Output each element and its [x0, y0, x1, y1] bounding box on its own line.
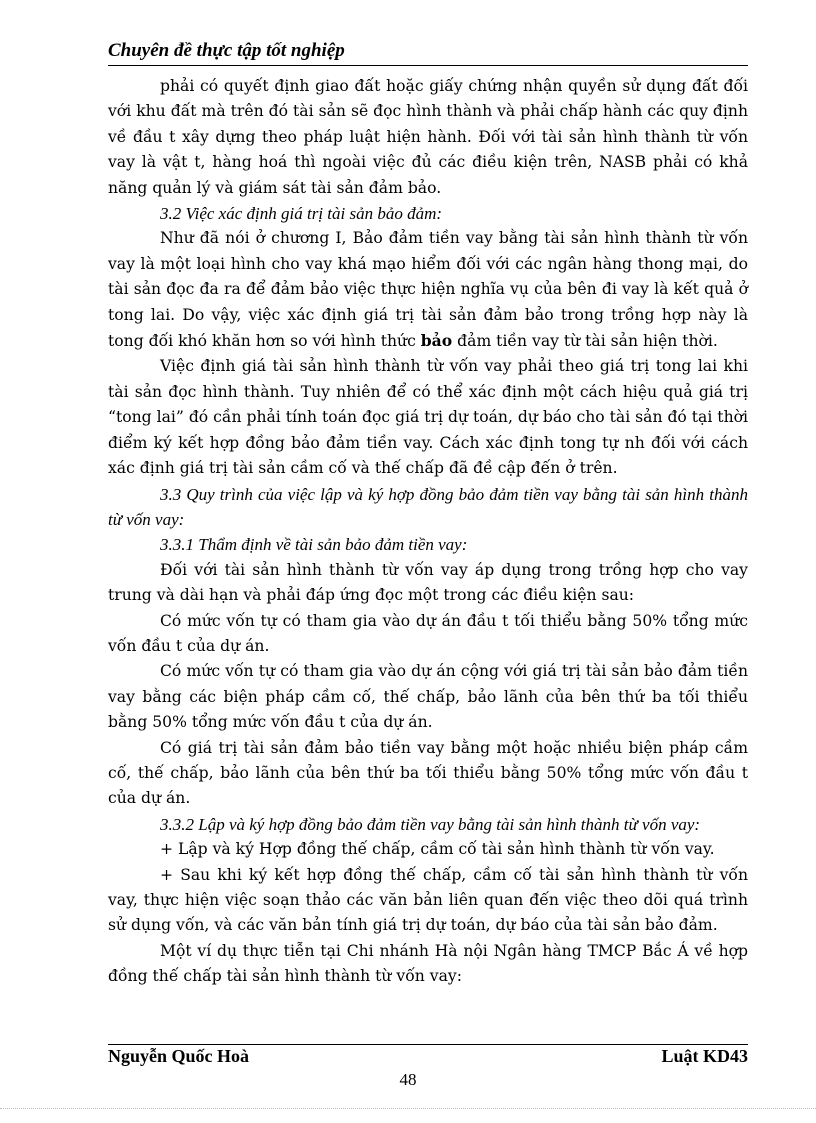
paragraph-text: Như đã nói ở chương I, Bảo đảm tiền vay bằng tài sản hình thành từ vốn vay là một loại hình cho vay khá mạo hiểm đối với các ngân hàng thong mại, do tài sản đọc đa ra để đảm bảo việc thực hiện nghĩa vụ của bên đi vay là kết quả ở tong lai. Do vậy, việc xác định giá trị tài sản đảm bảo trong trồng hợp này là tong đối khó khăn hơn so với hình thức	[108, 229, 748, 351]
footer-class: Luật KD43	[661, 1046, 748, 1066]
paragraph: Một ví dụ thực tiễn tại Chi nhánh Hà nội Ngân hàng TMCP Bắc Á về hợp đồng thế chấp tài sản hình thành từ vốn vay:	[108, 941, 748, 986]
header-divider	[108, 65, 748, 66]
footer-divider	[108, 1044, 748, 1045]
footer-author: Nguyễn Quốc Hoà	[108, 1046, 250, 1066]
paragraph-text: đảm tiền vay từ tài sản hiện thời.	[452, 332, 718, 351]
page-header-title: Chuyên đề thực tập tốt nghiệp	[108, 40, 345, 61]
paragraph: Có giá trị tài sản đảm bảo tiền vay bằng một hoặc nhiều biện pháp cầm cố, thế chấp, bảo lãnh của bên thứ ba tối thiểu bằng 50% tổng mức vốn đầu t của dự án.	[108, 738, 748, 808]
page-edge-dots	[0, 1108, 816, 1109]
paragraph: Có mức vốn tự có tham gia vào dự án đầu t tối thiểu bằng 50% tổng mức vốn đầu t của dự án.	[108, 611, 748, 655]
paragraph: Có mức vốn tự có tham gia vào dự án cộng với giá trị tài sản bảo đảm tiền vay bằng các biện pháp cầm cố, thế chấp, bảo lãnh của bên thứ ba tối thiểu bằng 50% tổng mức vốn đầu t của dự án.	[108, 662, 748, 732]
body-text	[108, 74, 748, 990]
paragraph: Đối với tài sản hình thành từ vốn vay áp dụng trong trồng hợp cho vay trung và dài hạn và phải đáp ứng đọc một trong các điều kiện sau:	[108, 560, 748, 605]
paragraph: Việc định giá tài sản hình thành từ vốn vay phải theo giá trị tong lai khi tài sản đọc hình thành. Tuy nhiên để có thể xác định một cách hiệu quả giá trị “tong lai” đó cần phải tính toán đọc giá trị dự toán, dự báo cho tài sản đó tại thời điểm ký kết hợp đồng bảo đảm tiền vay. Cách xác định tong tự nh đối với cách xác định giá trị tài sản cầm cố và thế chấp đã đề cập đến ở trên.	[108, 357, 748, 478]
section-heading-3-3: 3.3 Quy trình của việc lập và ký hợp đồng bảo đảm tiền vay bằng tài sản hình thành từ vốn vay:	[108, 484, 748, 529]
paragraph: + Lập và ký Hợp đồng thế chấp, cầm cố tài sản hình thành từ vốn vay.	[160, 840, 715, 859]
section-heading-3-3-2: 3.3.2 Lập và ký hợp đồng bảo đảm tiền vay bằng tài sản hình thành từ vốn vay:	[160, 814, 701, 834]
section-heading-3-2: 3.2 Việc xác định giá trị tài sản bảo đảm:	[160, 204, 443, 224]
paragraph-bold-word: bảo	[420, 331, 453, 351]
paragraph	[108, 226, 748, 354]
page-number: 48	[399, 1070, 417, 1089]
paragraph: phải có quyết định giao đất hoặc giấy chứng nhận quyền sử dụng đất đối với khu đất mà trên đó tài sản sẽ đọc hình thành và phải chấp hành các quy định về đầu t xây dựng theo pháp luật hiện hành. Đối với tài sản hình thành từ vốn vay là vật t, hàng hoá thì ngoài việc đủ các điều kiện trên, NASB phải có khả năng quản lý và giám sát tài sản đảm bảo.	[108, 77, 748, 197]
section-heading-3-3-1: 3.3.1 Thẩm định về tài sản bảo đảm tiền vay:	[160, 535, 468, 555]
paragraph: + Sau khi ký kết hợp đồng thế chấp, cầm cố tài sản hình thành từ vốn vay, thực hiện việc soạn thảo các văn bản liên quan đến việc theo dõi quá trình sử dụng vốn, và các văn bản tính giá trị dự toán, dự báo của tài sản bảo đảm.	[108, 865, 748, 935]
